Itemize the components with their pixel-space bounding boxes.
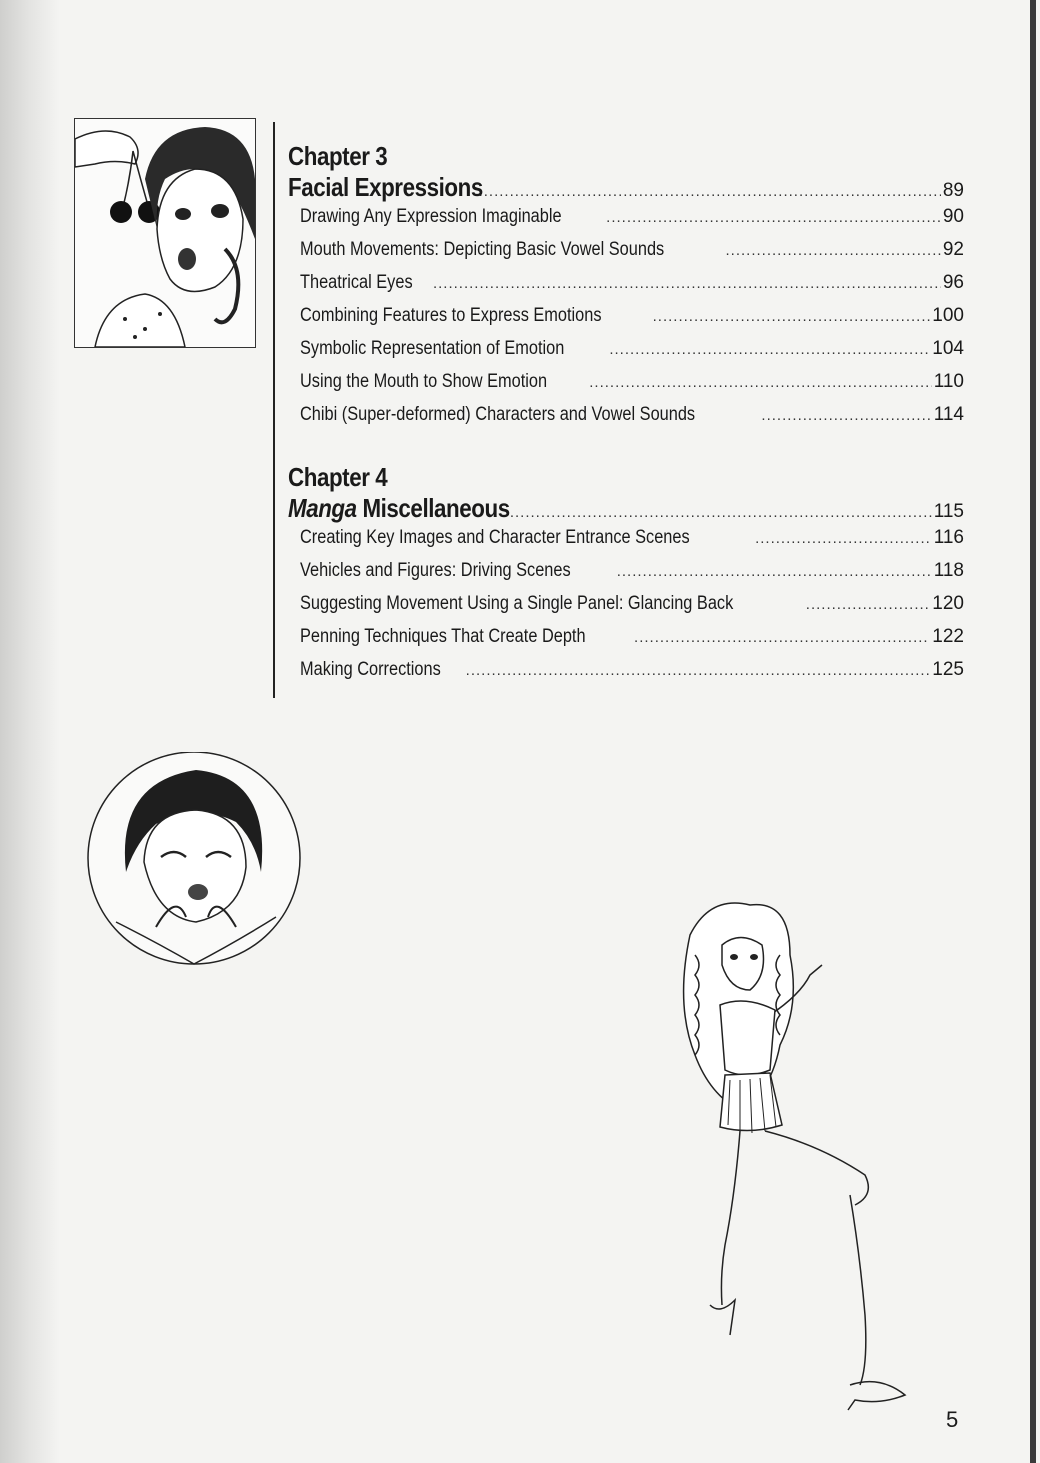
toc-entry[interactable]: Suggesting Movement Using a Single Panel: Glancing Back ..... 120 xyxy=(300,593,964,626)
toc-entry[interactable]: Using the Mouth to Show Emotion ..... 110 xyxy=(300,371,964,404)
leader-dots xyxy=(510,504,932,521)
chapter-page-number: 89 xyxy=(942,180,964,201)
toc-divider-rule xyxy=(273,122,275,698)
page-edge xyxy=(1030,0,1036,1463)
chapter-entries xyxy=(288,206,964,437)
chapter-4 xyxy=(288,461,964,692)
chapter-page-number: 115 xyxy=(933,501,964,522)
toc-entry[interactable]: Symbolic Representation of Emotion ..... 104 xyxy=(300,338,964,371)
chapter-title: Facial Expressions xyxy=(288,172,483,202)
chapter-label: Chapter 4 xyxy=(288,462,388,492)
page-number: 5 xyxy=(946,1407,959,1432)
manga-girl-cherries-illustration xyxy=(74,118,256,348)
leader-dots xyxy=(479,183,941,200)
toc-entry[interactable]: Mouth Movements: Depicting Basic Vowel Sounds ..... 92 xyxy=(300,239,964,272)
toc-entry[interactable]: Creating Key Images and Character Entrance Scenes ..... 116 xyxy=(300,527,964,560)
toc-entry[interactable]: Vehicles and Figures: Driving Scenes ..... 118 xyxy=(300,560,964,593)
chapter-3 xyxy=(288,140,964,437)
toc-entry[interactable]: Penning Techniques That Create Depth ..... 122 xyxy=(300,626,964,659)
cherries-panel-drawing xyxy=(75,119,255,347)
toc-entry[interactable]: Chibi (Super-deformed) Characters and Vowel Sounds ..... 114 xyxy=(300,404,964,437)
chapter-title-row[interactable] xyxy=(288,172,964,206)
chapter-title-row[interactable] xyxy=(288,493,964,527)
page-gutter-shadow xyxy=(0,0,60,1463)
toc-entry[interactable]: Drawing Any Expression Imaginable ..... 90 xyxy=(300,206,964,239)
chapter-entries xyxy=(288,527,964,692)
manga-girl-laughing-illustration xyxy=(86,752,306,972)
chapter-title: Manga Miscellaneous xyxy=(288,493,510,523)
chapter-label: Chapter 3 xyxy=(288,141,388,171)
toc-entry[interactable]: Theatrical Eyes ..... 96 xyxy=(300,272,964,305)
manga-girl-standing-illustration xyxy=(650,895,920,1415)
table-of-contents xyxy=(288,140,964,716)
toc-entry[interactable]: Combining Features to Express Emotions ..... 100 xyxy=(300,305,964,338)
toc-entry[interactable]: Making Corrections ..... 125 xyxy=(300,659,964,692)
